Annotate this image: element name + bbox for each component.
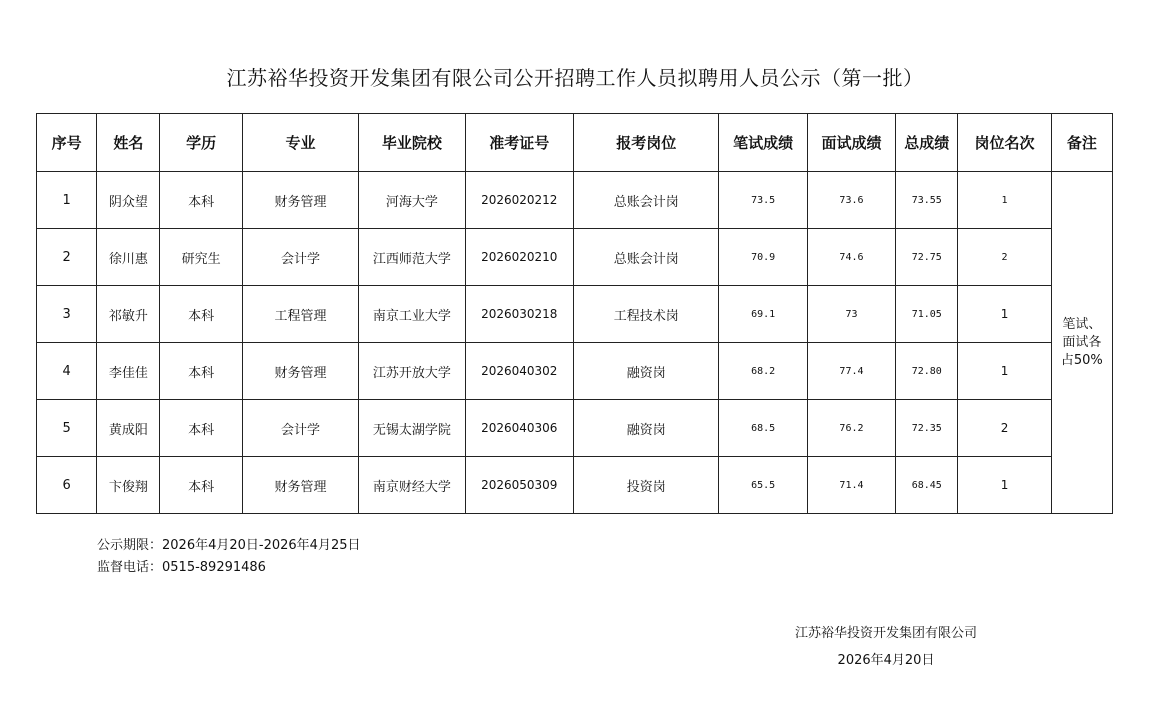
table-row	[37, 229, 1113, 286]
header-exam-id: 准考证号	[465, 114, 573, 172]
cell-post: 总账会计岗	[573, 229, 719, 286]
cell-written-score: 68.5	[719, 400, 807, 457]
cell-major: 工程管理	[242, 286, 358, 343]
cell-no: 1	[37, 172, 97, 229]
signature-date: 2026年4月20日	[837, 653, 935, 668]
cell-major: 财务管理	[242, 172, 358, 229]
cell-rank: 1	[958, 286, 1051, 343]
supervision-phone: 监督电话：0515-89291486	[97, 560, 266, 575]
cell-interview-score: 77.4	[807, 343, 895, 400]
cell-name: 阴众望	[97, 172, 160, 229]
page-title: 江苏裕华投资开发集团有限公司公开招聘工作人员拟聘用人员公示（第一批）	[226, 66, 924, 90]
header-major: 专业	[242, 114, 358, 172]
header-interview-score: 面试成绩	[807, 114, 895, 172]
cell-written-score: 65.5	[719, 457, 807, 514]
cell-education: 本科	[160, 172, 242, 229]
header-rank: 岗位名次	[958, 114, 1051, 172]
cell-name: 黄成阳	[97, 400, 160, 457]
cell-total-score: 72.80	[896, 343, 958, 400]
cell-education: 本科	[160, 343, 242, 400]
cell-total-score: 73.55	[896, 172, 958, 229]
header-remark: 备注	[1051, 114, 1112, 172]
cell-rank: 2	[958, 400, 1051, 457]
cell-total-score: 72.75	[896, 229, 958, 286]
table-row	[37, 400, 1113, 457]
publicity-period: 公示期限：2026年4月20日-2026年4月25日	[97, 538, 361, 553]
cell-school: 南京工业大学	[359, 286, 465, 343]
cell-interview-score: 73.6	[807, 172, 895, 229]
cell-remark	[1051, 172, 1112, 514]
cell-education: 研究生	[160, 229, 242, 286]
table-header-row	[37, 114, 1113, 172]
table-row	[37, 172, 1113, 229]
cell-education: 本科	[160, 286, 242, 343]
cell-written-score: 73.5	[719, 172, 807, 229]
cell-rank: 1	[958, 343, 1051, 400]
cell-post: 融资岗	[573, 400, 719, 457]
cell-post: 融资岗	[573, 343, 719, 400]
cell-exam-id: 2026040302	[465, 343, 573, 400]
cell-exam-id: 2026020212	[465, 172, 573, 229]
cell-major: 财务管理	[242, 343, 358, 400]
signature-organization: 江苏裕华投资开发集团有限公司	[794, 626, 977, 641]
cell-name: 李佳佳	[97, 343, 160, 400]
cell-interview-score: 71.4	[807, 457, 895, 514]
table-row	[37, 286, 1113, 343]
cell-school: 无锡太湖学院	[359, 400, 465, 457]
table-row	[37, 457, 1113, 514]
cell-rank: 1	[958, 457, 1051, 514]
cell-written-score: 69.1	[719, 286, 807, 343]
cell-total-score: 72.35	[896, 400, 958, 457]
cell-school: 江苏开放大学	[359, 343, 465, 400]
cell-post: 总账会计岗	[573, 172, 719, 229]
cell-exam-id: 2026050309	[465, 457, 573, 514]
cell-interview-score: 76.2	[807, 400, 895, 457]
cell-education: 本科	[160, 457, 242, 514]
cell-name: 徐川惠	[97, 229, 160, 286]
cell-major: 会计学	[242, 400, 358, 457]
cell-no: 4	[37, 343, 97, 400]
header-no: 序号	[37, 114, 97, 172]
cell-rank: 2	[958, 229, 1051, 286]
cell-rank: 1	[958, 172, 1051, 229]
cell-name: 祁敏升	[97, 286, 160, 343]
cell-school: 江西师范大学	[359, 229, 465, 286]
cell-exam-id: 2026020210	[465, 229, 573, 286]
cell-written-score: 70.9	[719, 229, 807, 286]
table-row	[37, 343, 1113, 400]
cell-exam-id: 2026040306	[465, 400, 573, 457]
cell-exam-id: 2026030218	[465, 286, 573, 343]
candidate-table	[36, 113, 1113, 514]
cell-major: 会计学	[242, 229, 358, 286]
cell-no: 2	[37, 229, 97, 286]
cell-post: 投资岗	[573, 457, 719, 514]
cell-school: 河海大学	[359, 172, 465, 229]
cell-school: 南京财经大学	[359, 457, 465, 514]
header-written-score: 笔试成绩	[719, 114, 807, 172]
remark-text: 笔试、面试各占50%	[1060, 316, 1103, 368]
header-school: 毕业院校	[359, 114, 465, 172]
cell-written-score: 68.2	[719, 343, 807, 400]
cell-interview-score: 73	[807, 286, 895, 343]
cell-no: 6	[37, 457, 97, 514]
header-total-score: 总成绩	[896, 114, 958, 172]
cell-no: 3	[37, 286, 97, 343]
header-name: 姓名	[97, 114, 160, 172]
cell-post: 工程技术岗	[573, 286, 719, 343]
cell-total-score: 71.05	[896, 286, 958, 343]
cell-education: 本科	[160, 400, 242, 457]
cell-major: 财务管理	[242, 457, 358, 514]
cell-interview-score: 74.6	[807, 229, 895, 286]
header-education: 学历	[160, 114, 242, 172]
cell-total-score: 68.45	[896, 457, 958, 514]
cell-name: 卞俊翔	[97, 457, 160, 514]
header-post: 报考岗位	[573, 114, 719, 172]
cell-no: 5	[37, 400, 97, 457]
